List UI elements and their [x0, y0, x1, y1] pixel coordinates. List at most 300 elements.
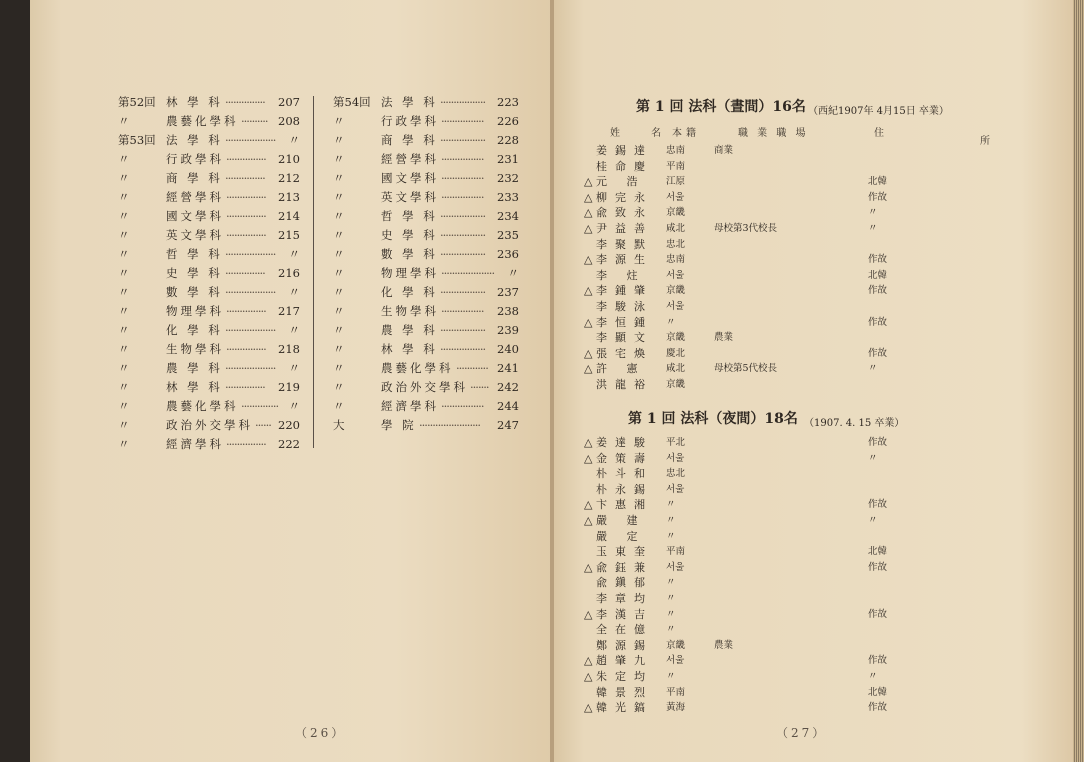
graduate-status-mark: △: [584, 654, 593, 668]
toc-page: 216: [278, 266, 300, 280]
toc-leader: ···················: [225, 247, 276, 261]
toc-row: [118, 360, 300, 376]
toc-row: [118, 417, 300, 433]
toc-row: [333, 151, 519, 167]
toc-leader: ·················: [440, 323, 486, 337]
toc-leader: ···············: [226, 209, 266, 223]
toc-leader: ················: [441, 114, 484, 128]
alumni-name: 全在億: [596, 623, 653, 637]
toc-leader: ····················: [441, 266, 495, 280]
toc-department: 林 學 科: [166, 380, 223, 394]
toc-page: 210: [278, 152, 300, 166]
toc-department: 國文學科: [381, 171, 439, 185]
toc-leader: ···················: [225, 133, 276, 147]
toc-page: 220: [278, 418, 300, 432]
toc-department: 學 院: [381, 418, 417, 432]
toc-row: [333, 322, 519, 338]
graduate-status-mark: △: [584, 222, 593, 235]
toc-leader: ···················: [225, 323, 276, 337]
alumni-residence: 〃: [868, 223, 878, 234]
toc-leader: ···············: [225, 266, 265, 280]
graduate-status-mark: △: [584, 253, 593, 267]
alumni-residence: 作故: [868, 499, 888, 511]
graduate-status-mark: △: [584, 670, 593, 683]
toc-session: 〃: [333, 285, 345, 299]
header-address: 住: [874, 128, 884, 139]
toc-department: 物理學科: [166, 304, 224, 318]
alumni-hometown: 平南: [666, 686, 686, 698]
alumni-hometown: 서울: [666, 655, 685, 667]
toc-leader: ·······················: [419, 418, 481, 432]
alumni-hometown: 〃: [666, 608, 676, 620]
toc-page: 238: [497, 304, 519, 318]
toc-session: 〃: [333, 228, 345, 242]
toc-leader: ·······: [470, 380, 489, 394]
toc-session: 〃: [333, 361, 345, 375]
alumni-hometown: 서울: [666, 483, 685, 495]
alumni-residence: 作故: [868, 254, 888, 266]
toc-page: 215: [278, 228, 300, 242]
toc-leader: ··············: [241, 399, 279, 413]
alumni-name: 姜錫達: [596, 144, 653, 157]
toc-page: 228: [497, 133, 519, 147]
toc-session: 〃: [118, 399, 130, 413]
toc-session: 〃: [118, 171, 130, 185]
graduate-status-mark: △: [584, 451, 593, 465]
toc-row: [118, 379, 300, 395]
alumni-hometown: 慶北: [666, 347, 686, 359]
toc-page: 〃: [288, 247, 300, 261]
toc-page: 207: [278, 95, 300, 109]
toc-page: 〃: [288, 285, 300, 299]
alumni-name: 兪致永: [596, 206, 653, 220]
alumni-residence: 〃: [868, 671, 878, 682]
alumni-name: 鄭源錫: [596, 638, 653, 652]
toc-department: 商 學 科: [381, 133, 438, 147]
toc-row: [118, 113, 300, 129]
toc-session: 〃: [333, 133, 345, 147]
header-career: 職 業 職 場: [738, 128, 809, 139]
toc-leader: ·················: [440, 209, 486, 223]
toc-row: [118, 398, 300, 414]
toc-department: 經濟學科: [381, 399, 439, 413]
alumni-name: 朴斗和: [596, 467, 653, 481]
toc-department: 經營學科: [381, 152, 439, 166]
toc-department: 史 學 科: [166, 266, 223, 280]
alumni-career: 農業: [714, 332, 734, 344]
toc-department: 數 學 科: [381, 247, 438, 261]
toc-session: 大: [333, 418, 345, 432]
toc-department: 法 學 科: [166, 133, 223, 147]
toc-page: 242: [497, 380, 519, 394]
graduate-status-mark: △: [584, 498, 593, 512]
toc-leader: ················: [441, 152, 484, 166]
alumni-hometown: 咸北: [666, 223, 686, 234]
alumni-hometown: 〃: [666, 577, 676, 589]
toc-session: 〃: [333, 304, 345, 318]
toc-leader: ···············: [226, 190, 266, 204]
alumni-hometown: 〃: [666, 499, 676, 511]
toc-session: 〃: [118, 209, 130, 223]
toc-leader: ·················: [440, 285, 486, 299]
toc-page: 234: [497, 209, 519, 223]
toc-page: 237: [497, 285, 519, 299]
toc-row: [118, 170, 300, 186]
toc-leader: ···············: [225, 95, 265, 109]
toc-row: [333, 265, 519, 281]
graduate-status-mark: △: [584, 284, 593, 298]
alumni-name: 姜達駿: [596, 436, 653, 449]
toc-session: 〃: [333, 209, 345, 223]
toc-row: [118, 246, 300, 262]
toc-row: [333, 417, 519, 433]
toc-row: [333, 94, 519, 110]
toc-page: 218: [278, 342, 300, 356]
alumni-name: 元 浩: [596, 175, 646, 189]
alumni-hometown: 京畿: [666, 379, 686, 390]
page-edges: [1073, 0, 1084, 762]
toc-row: [333, 284, 519, 300]
alumni-hometown: 京畿: [666, 285, 686, 297]
alumni-residence: 作故: [868, 561, 888, 573]
alumni-name: 李鍾肇: [596, 284, 653, 298]
toc-department: 林 學 科: [166, 95, 223, 109]
alumni-hometown: 서울: [666, 561, 685, 573]
toc-department: 哲 學 科: [381, 209, 438, 223]
toc-session: 〃: [333, 266, 345, 280]
toc-session: 第53回: [118, 133, 156, 147]
toc-row: [118, 208, 300, 224]
alumni-hometown: 京畿: [666, 639, 686, 651]
toc-page: 〃: [288, 323, 300, 337]
toc-row: [118, 132, 300, 148]
alumni-name: 李源生: [596, 253, 653, 267]
header-address-2: 所: [980, 136, 990, 147]
toc-page: 223: [497, 95, 519, 109]
alumni-hometown: 〃: [666, 593, 676, 604]
toc-department: 國文學科: [166, 209, 224, 223]
toc-session: 〃: [118, 342, 130, 356]
alumni-residence: 〃: [868, 515, 878, 526]
toc-department: 法 學 科: [381, 95, 438, 109]
graduate-status-mark: △: [584, 315, 593, 329]
toc-leader: ······: [255, 418, 271, 432]
toc-leader: ···············: [226, 342, 266, 356]
toc-row: [333, 341, 519, 357]
header-home: 本籍: [672, 128, 700, 139]
toc-session: 〃: [118, 361, 130, 375]
toc-session: 〃: [118, 285, 130, 299]
toc-page: 232: [497, 171, 519, 185]
toc-page: 244: [497, 399, 519, 413]
header-name: 姓 名: [610, 128, 676, 139]
alumni-name: 趙肇九: [596, 654, 653, 668]
toc-session: 〃: [118, 190, 130, 204]
toc-row: [333, 398, 519, 414]
alumni-residence: 北韓: [868, 176, 888, 188]
toc-department: 化 學 科: [381, 285, 438, 299]
alumni-hometown: 忠南: [666, 145, 686, 156]
alumni-hometown: 平南: [666, 160, 686, 172]
toc-leader: ···············: [226, 304, 266, 318]
toc-session: 〃: [333, 399, 345, 413]
graduate-status-mark: △: [584, 560, 593, 574]
toc-page: 233: [497, 190, 519, 204]
toc-leader: ················: [441, 171, 484, 185]
toc-department: 化 學 科: [166, 323, 223, 337]
toc-row: [118, 189, 300, 205]
toc-page: 241: [497, 361, 519, 375]
toc-department: 物理學科: [381, 266, 439, 280]
toc-column-1: [118, 94, 300, 454]
toc-row: [333, 360, 519, 376]
alumni-hometown: 京畿: [666, 332, 686, 344]
toc-leader: ·················: [440, 228, 486, 242]
alumni-residence: 〃: [868, 452, 878, 464]
toc-row: [333, 170, 519, 186]
toc-session: 〃: [118, 380, 130, 394]
alumni-residence: 作故: [868, 191, 888, 203]
alumni-name: 張宅煥: [596, 346, 653, 360]
alumni-hometown: 〃: [666, 316, 676, 328]
alumni-residence: 作故: [868, 347, 888, 359]
toc-department: 農藝化學科: [381, 361, 454, 375]
graduate-status-mark: △: [584, 190, 593, 204]
alumni-residence: 北韓: [868, 546, 888, 558]
toc-row: [118, 284, 300, 300]
toc-page: 226: [497, 114, 519, 128]
toc-row: [333, 189, 519, 205]
alumni-name: 李 炷: [596, 268, 646, 282]
alumni-career: 母校第3代校長: [714, 223, 778, 234]
alumni-hometown: 江原: [666, 176, 686, 188]
alumni-hometown: 〃: [666, 624, 676, 636]
alumni-name: 李駿泳: [596, 300, 653, 313]
section-2-note: （1907. 4. 15 卒業）: [804, 418, 905, 429]
alumni-name: 玉東奎: [596, 545, 653, 559]
toc-department: 行政學科: [381, 114, 439, 128]
toc-department: 政治外交學科: [381, 380, 468, 394]
alumni-residence: 〃: [868, 207, 878, 219]
section-1-title: 第 1 回 法科（晝間）16名: [636, 99, 806, 115]
toc-row: [118, 94, 300, 110]
alumni-career: 農業: [714, 639, 734, 651]
toc-department: 林 學 科: [381, 342, 438, 356]
alumni-hometown: 京畿: [666, 207, 686, 219]
toc-session: 〃: [333, 342, 345, 356]
toc-department: 生物學科: [381, 304, 439, 318]
toc-session: 〃: [118, 418, 130, 432]
toc-department: 史 學 科: [381, 228, 438, 242]
section-2-title: 第 1 回 法科（夜間）18名: [628, 411, 798, 427]
toc-page: 235: [497, 228, 519, 242]
alumni-name: 李章均: [596, 592, 653, 605]
alumni-name: 許 憲: [596, 362, 646, 376]
toc-session: 〃: [118, 266, 130, 280]
alumni-hometown: 忠南: [666, 254, 686, 266]
alumni-name: 嚴 定: [596, 529, 646, 543]
alumni-name: 李漢吉: [596, 607, 653, 621]
right-page-number: （27）: [776, 726, 828, 740]
alumni-career: 商業: [714, 145, 734, 156]
toc-row: [118, 322, 300, 338]
toc-page: 208: [278, 114, 300, 128]
toc-department: 農 學 科: [381, 323, 438, 337]
alumni-hometown: 서울: [666, 452, 685, 464]
toc-session: 第52回: [118, 95, 156, 109]
toc-session: 〃: [118, 247, 130, 261]
alumni-hometown: 黃海: [666, 702, 686, 714]
alumni-residence: 〃: [868, 363, 878, 375]
graduate-status-mark: △: [584, 607, 593, 621]
toc-session: 〃: [333, 152, 345, 166]
toc-page: 〃: [288, 133, 300, 147]
alumni-name: 洪龍裕: [596, 378, 653, 391]
book-shadow-left: [0, 0, 30, 762]
toc-page: 236: [497, 247, 519, 261]
toc-page: 231: [497, 152, 519, 166]
alumni-name: 卞惠湘: [596, 498, 653, 512]
toc-leader: ·················: [440, 95, 486, 109]
alumni-hometown: 〃: [666, 515, 676, 526]
alumni-name: 桂命慶: [596, 159, 653, 173]
toc-column-2: [333, 94, 519, 434]
toc-row: [333, 303, 519, 319]
toc-leader: ·················: [440, 247, 486, 261]
toc-row: [118, 265, 300, 281]
alumni-residence: 作故: [868, 655, 888, 667]
toc-leader: ···················: [225, 361, 276, 375]
toc-leader: ···············: [226, 228, 266, 242]
toc-page: 217: [278, 304, 300, 318]
alumni-name: 韓景烈: [596, 685, 653, 699]
alumni-name: 柳完永: [596, 190, 653, 204]
toc-page: 213: [278, 190, 300, 204]
graduate-status-mark: △: [584, 346, 593, 360]
alumni-hometown: 忠北: [666, 238, 686, 250]
alumni-name: 朱定均: [596, 670, 653, 683]
alumni-hometown: 〃: [666, 671, 676, 682]
alumni-residence: 作故: [868, 437, 888, 448]
alumni-hometown: 서울: [666, 269, 685, 281]
toc-leader: ···············: [226, 152, 266, 166]
alumni-residence: 作故: [868, 316, 888, 328]
toc-session: 〃: [118, 152, 130, 166]
alumni-name: 韓光鎬: [596, 701, 653, 715]
toc-row: [118, 227, 300, 243]
graduate-status-mark: △: [584, 175, 593, 189]
toc-department: 英文學科: [166, 228, 224, 242]
toc-page: 239: [497, 323, 519, 337]
toc-leader: ················: [441, 190, 484, 204]
toc-leader: ·················: [440, 342, 486, 356]
alumni-name: 金策壽: [596, 451, 653, 465]
toc-session: 〃: [118, 228, 130, 242]
alumni-name: 李顯文: [596, 331, 653, 345]
toc-session: 〃: [333, 380, 345, 394]
toc-department: 經營學科: [166, 190, 224, 204]
graduate-status-mark: △: [584, 701, 593, 715]
toc-department: 哲 學 科: [166, 247, 223, 261]
toc-page: 〃: [507, 266, 519, 280]
graduate-status-mark: △: [584, 436, 593, 449]
alumni-residence: 作故: [868, 702, 888, 714]
toc-leader: ················: [441, 399, 484, 413]
toc-page: 214: [278, 209, 300, 223]
toc-leader: ···············: [225, 171, 265, 185]
toc-department: 數 學 科: [166, 285, 223, 299]
toc-department: 政治外交學科: [166, 418, 253, 432]
alumni-name: 李恒鍾: [596, 315, 653, 329]
toc-row: [333, 132, 519, 148]
toc-session: 〃: [118, 114, 130, 128]
toc-page: 219: [278, 380, 300, 394]
toc-session: 〃: [333, 171, 345, 185]
alumni-hometown: 〃: [666, 530, 676, 542]
toc-leader: ············: [456, 361, 488, 375]
toc-department: 農藝化學科: [166, 114, 239, 128]
toc-session: 〃: [333, 114, 345, 128]
toc-row: [333, 208, 519, 224]
graduate-status-mark: △: [584, 514, 593, 527]
alumni-name: 嚴 建: [596, 514, 646, 527]
toc-row: [118, 303, 300, 319]
toc-row: [118, 151, 300, 167]
alumni-name: 李聚默: [596, 237, 653, 251]
toc-department: 農 學 科: [166, 361, 223, 375]
toc-leader: ··········: [241, 114, 268, 128]
toc-department: 生物學科: [166, 342, 224, 356]
toc-session: 〃: [333, 323, 345, 337]
toc-page: 222: [278, 437, 300, 451]
alumni-name: 尹益善: [596, 222, 653, 235]
alumni-hometown: 忠北: [666, 468, 686, 480]
alumni-hometown: 平南: [666, 546, 686, 558]
alumni-hometown: 서울: [666, 301, 685, 312]
alumni-name: 朴永錫: [596, 482, 653, 496]
toc-leader: ···············: [226, 437, 266, 451]
alumni-hometown: 平北: [666, 437, 686, 448]
left-page-number: （26）: [295, 726, 347, 740]
alumni-hometown: 서울: [666, 191, 685, 203]
toc-row: [333, 227, 519, 243]
toc-row: [118, 341, 300, 357]
toc-session: 第54回: [333, 95, 371, 109]
toc-leader: ···················: [225, 285, 276, 299]
alumni-residence: 北韓: [868, 269, 888, 281]
toc-session: 〃: [333, 247, 345, 261]
alumni-career: 母校第5代校長: [714, 363, 778, 375]
toc-session: 〃: [118, 304, 130, 318]
toc-leader: ·················: [440, 133, 486, 147]
alumni-name: 兪鈺兼: [596, 560, 653, 574]
toc-department: 農藝化學科: [166, 399, 239, 413]
toc-row: [333, 246, 519, 262]
toc-department: 商 學 科: [166, 171, 223, 185]
toc-page: 〃: [288, 361, 300, 375]
toc-row: [118, 436, 300, 452]
toc-page: 240: [497, 342, 519, 356]
toc-session: 〃: [118, 437, 130, 451]
toc-session: 〃: [333, 190, 345, 204]
toc-page: 〃: [288, 399, 300, 413]
toc-leader: ···············: [225, 380, 265, 394]
toc-row: [333, 379, 519, 395]
graduate-status-mark: △: [584, 362, 593, 376]
toc-session: 〃: [118, 323, 130, 337]
toc-row: [333, 113, 519, 129]
toc-page: 247: [497, 418, 519, 432]
